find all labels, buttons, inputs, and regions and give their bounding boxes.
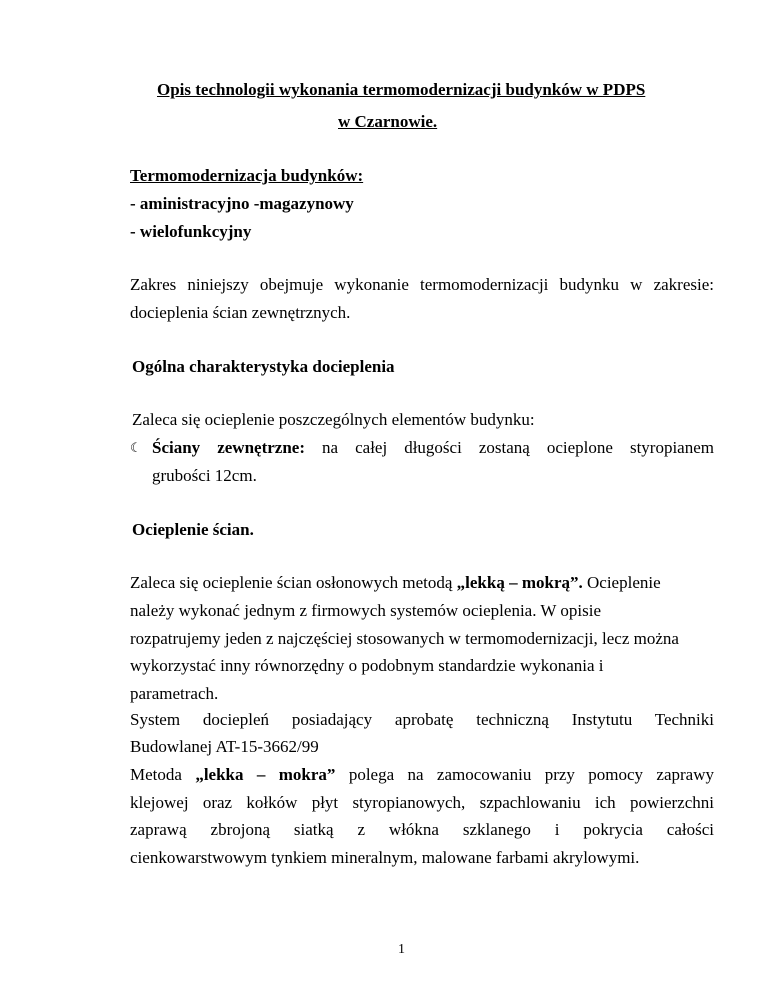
document-title-line-1: Opis technologii wykonania termomodernizacji budynków w PDPS xyxy=(157,80,646,99)
insulation-paragraph-line-2: należy wykonać jednym z firmowych systemów ocieplenia. W opisie xyxy=(130,601,601,620)
scope-paragraph-line-2: docieplenia ścian zewnętrznych. xyxy=(130,303,351,322)
insulation-paragraph-line-5: parametrach. xyxy=(130,684,219,703)
method-paragraph-line-1 xyxy=(130,765,714,785)
recommendation-intro: Zaleca się ocieplenie poszczególnych elementów budynku: xyxy=(132,410,535,429)
building-item-1: - aministracyjno -magazynowy xyxy=(130,194,354,213)
system-paragraph-line-1: System dociepleń posiadający aprobatę techniczną Instytutu Techniki xyxy=(130,710,714,729)
method-paragraph-line-3: zaprawą zbrojoną siatką z włókna szklanego i pokrycia całości xyxy=(130,820,714,839)
building-item-2: - wielofunkcyjny xyxy=(130,222,252,241)
document-title-line-2: w Czarnowie. xyxy=(338,112,438,131)
method-paragraph-line-4: cienkowarstwowym tynkiem mineralnym, malowane farbami akrylowymi. xyxy=(130,848,640,867)
heading-walls-insulation: Ocieplenie ścian. xyxy=(132,520,254,539)
insulation-paragraph-line-3: rozpatrujemy jeden z najczęściej stosowanych w termomodernizacji, lecz można xyxy=(130,629,679,648)
method-description: polega na zamocowaniu przy pomocy zaprawy xyxy=(348,765,715,784)
insulation-text-before: Zaleca się ocieplenie ścian osłonowych metodą xyxy=(130,573,453,592)
scope-paragraph-line-1: Zakres niniejszy obejmuje wykonanie termomodernizacji budynku w zakresie: xyxy=(130,275,714,294)
insulation-text-after: Ocieplenie xyxy=(587,573,661,592)
bullet-walls-line-2: grubości 12cm. xyxy=(152,466,257,485)
bullet-walls-label: Ściany zewnętrzne: xyxy=(152,438,305,457)
heading-general-characteristics: Ogólna charakterystyka docieplenia xyxy=(132,357,395,376)
insulation-paragraph-line-4: wykorzystać inny równorzędny o podobnym standardzie wykonania i xyxy=(130,656,604,675)
bullet-icon: ☾ xyxy=(130,440,142,455)
insulation-paragraph-line-1 xyxy=(130,573,661,593)
method-name: „lekka – mokra” xyxy=(195,765,336,784)
bullet-walls-line-1 xyxy=(152,438,714,458)
system-paragraph-line-2: Budowlanej AT-15-3662/99 xyxy=(130,737,319,756)
page-number: 1 xyxy=(398,942,405,957)
method-label: Metoda xyxy=(130,765,182,784)
insulation-method-name: „lekką – mokrą”. xyxy=(456,573,583,592)
method-paragraph-line-2: klejowej oraz kołków płyt styropianowych, szpachlowaniu ich powierzchni xyxy=(130,793,714,812)
heading-termomodernizacja: Termomodernizacja budynków: xyxy=(130,166,364,185)
bullet-walls-text: na całej długości zostaną ocieplone styropianem xyxy=(322,438,714,457)
